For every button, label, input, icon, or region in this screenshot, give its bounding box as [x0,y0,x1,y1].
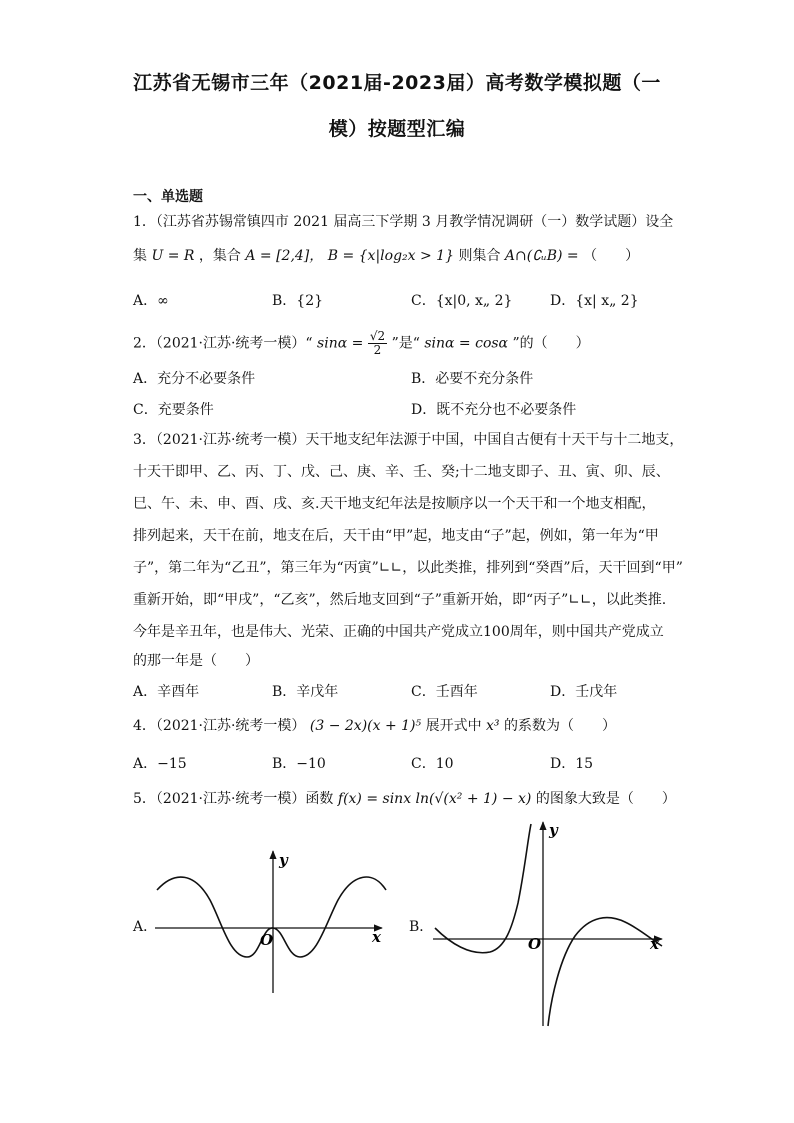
q2-option-b: B．必要不充分条件 [411,371,534,387]
q2-option-a: A．充分不必要条件 [133,371,256,387]
q4-option-c: C．10 [411,756,454,772]
q1-math-expr: A∩(∁ᵤB) = [504,248,579,264]
q3-option-d: D．壬戊年 [550,684,618,700]
page-title-line2: 模）按题型汇编 [328,118,466,140]
q4-suffix: 展开式中 [425,718,482,734]
q3-line: 3．（2021·江苏·统考一模）天干地支纪年法源于中国，中国自古便有十天干与十二地支， [133,432,684,448]
q1-option-a: A．∞ [133,293,169,309]
q1-option-c: C．{x|0, x„ 2} [411,293,513,309]
q2-suffix: ”的（ ） [512,335,590,352]
q3-line: 今年是辛丑年，也是伟大、光荣、正确的中国共产党成立100周年，则中国共产党成立 [133,624,664,640]
q2-stem [133,330,590,357]
function-curve-b-right [548,918,662,1026]
q2-math1: sinα = [317,335,364,352]
q3-line: 巳、午、未、申、酉、戌、亥.天干地支纪年法是按顺序以一个天干和一个地支相配， [133,496,656,512]
q5-option-b-label: B． [409,919,434,935]
q4-prefix: 4．（2021·江苏·统考一模） [133,718,306,734]
q2-mid: ”是“ [391,335,420,352]
q1-line1: 1．（江苏省苏锡常镇四市 2021 届高三下学期 3 月教学情况调研（一）数学试题）设全 [133,214,674,230]
q5-graph-b [430,818,670,1030]
y-axis-label: y [549,821,558,839]
q4-option-a: A．−15 [133,756,187,772]
q4-suffix2: 的系数为（ ） [504,718,616,734]
q1-option-d: D．{x| x„ 2} [550,293,639,309]
q2-prefix: 2．（2021·江苏·统考一模）“ [133,335,313,352]
q4-stem [133,716,616,736]
q5-graph-a [150,845,390,997]
q2-option-d: D．既不充分也不必要条件 [411,402,577,418]
q5-prefix: 5．（2021·江苏·统考一模）函数 [133,791,334,807]
q1-math-set-a: A = [2,4]， [245,248,324,264]
origin-label: O [528,935,542,953]
q1-text-a: 集 [133,248,147,264]
q5-math: f(x) = sinx ln(√(x² + 1) − x) [337,791,532,807]
q5-suffix: 的图象大致是（ ） [535,791,676,807]
q1-text-c: 则集合 [458,248,501,264]
section-heading: 一、单选题 [133,189,203,205]
q4-option-d: D．15 [550,756,594,772]
q3-option-a: A．辛酉年 [133,684,200,700]
q4-math2: x³ [486,718,500,734]
q3-line: 子”，第二年为“乙丑”，第三年为“丙寅”∟∟，以此类推，排列到“癸酉”后，天干回到“甲” [133,560,683,576]
q3-line: 排列起来，天干在前，地支在后，天干由“甲”起，地支由“子”起，例如，第一年为“甲 [133,528,659,544]
q2-math2: sinα = cosα [424,335,509,352]
q1-text-d: （ ） [583,248,640,264]
q4-math: (3 − 2x)(x + 1)⁵ [309,718,422,734]
q2-fraction [368,330,387,357]
origin-label: O [260,931,274,949]
q4-option-b: B．−10 [272,756,326,772]
q2-option-c: C．充要条件 [133,402,214,418]
q1-text-b: ，集合 [198,248,241,264]
q1-line2 [133,246,639,266]
q3-option-c: C．壬酉年 [411,684,478,700]
q2-frac-num: √2 [369,329,386,343]
x-axis-label: x [372,928,381,946]
q3-line: 重新开始，即“甲戌”，“乙亥”，然后地支回到“子”重新开始，即“丙子”∟∟，以此类推. [133,592,667,608]
q1-math-set-b: B = {x|log₂x > 1} [327,248,454,264]
page-title-line1: 江苏省无锡市三年（2021届-2023届）高考数学模拟题（一 [133,72,661,94]
q1-math-universe: U = R [151,248,195,264]
q3-line: 的那一年是（ ） [133,653,259,669]
q2-frac-den: 2 [373,343,382,357]
function-curve-b-left [435,824,531,953]
q5-option-a-label: A． [133,919,158,935]
x-axis-label: x [650,935,659,953]
q1-option-b: B．{2} [272,293,324,309]
y-axis-label: y [279,851,288,869]
q5-stem [133,789,676,809]
q3-option-b: B．辛戊年 [272,684,339,700]
q3-line: 十天干即甲、乙、丙、丁、戊、己、庚、辛、壬、癸;十二地支即子、丑、寅、卯、辰、 [133,464,670,480]
